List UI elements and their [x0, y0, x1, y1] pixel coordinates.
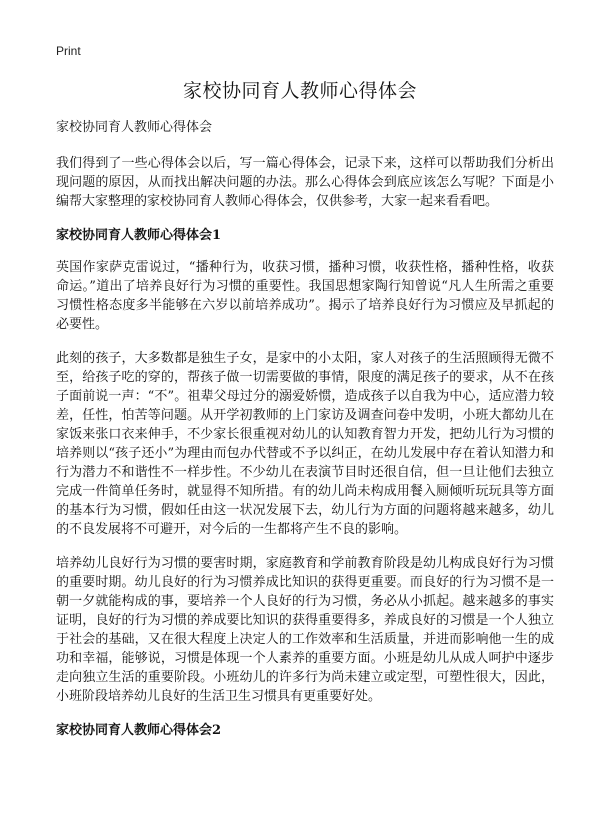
section-heading: 家校协同育人教师心得体会2 [56, 723, 222, 738]
intro-paragraph: 我们得到了一些心得体会以后，写一篇心得体会，记录下来，这样可以帮助我们分析出现问题的原因，从而找出解决问题的办法。那么心得体会到底应该怎么写呢？下面是小编帮大家整理的家校协同育人教师心得体会，仅供参考，大家一起来看看吧。 [56, 156, 554, 209]
document-subtitle: 家校协同育人教师心得体会 [56, 120, 213, 135]
section-heading: 家校协同育人教师心得体会1 [56, 228, 222, 243]
section-paragraph: 培养幼儿良好行为习惯的要害时期，家庭教育和学前教育阶段是幼儿构成良好行为习惯的重要时期。幼儿良好的行为习惯养成比知识的获得更重要。而良好的行为习惯不是一朝一夕就能构成的事，要培养一个人良好的行为习惯，务必从小抓起。越来越多的事实证明，良好的行为习惯的养成要比知识的获得重要得多，养成良好的习惯是一个人独立于社会的基础，又在很大程度上决定人的工作效率和生活质量，并进而影响他一生的成功和幸福，能够说，习惯是体现一个人素养的重要方面。小班是幼儿从成人呵护中逐步走向独立生活的重要阶段。小班幼儿的许多行为尚未建立或定型，可塑性很大，因此，小班阶段培养幼儿良好的生活卫生习惯具有更重要好处。 [56, 556, 554, 704]
section-paragraph: 英国作家萨克雷说过，“播种行为，收获习惯，播种习惯，收获性格，播种性格，收获命运。”道出了培养良好行为习惯的重要性。我国思想家陶行知曾说“凡人生所需之重要习惯性格态度多半能够在六岁以前培养成功”。揭示了培养良好行为习惯应及早抓起的必要性。 [56, 260, 554, 332]
print-link[interactable]: Print [56, 44, 81, 58]
document-title: 家校协同育人教师心得体会 [182, 80, 417, 102]
document-body [56, 118, 554, 753]
section-paragraph: 此刻的孩子，大多数都是独生子女，是家中的小太阳，家人对孩子的生活照顾得无微不至，给孩子吃的穿的，帮孩子做一切需要做的事情，限度的满足孩子的要求，从不在孩子面前说一声：“不”。祖辈父母过分的溺爱娇惯，造成孩子以自我为中心，适应潜力较差，任性，怕苦等问题。从开学初教师的上门家访及调查问卷中发明，小班大都幼儿在家饭来张口衣来伸手，不少家长很重视对幼儿的认知教育智力开发，把幼儿行为习惯的培养则以“孩子还小”为理由而包办代替或不予以纠正，在幼儿发展中存在着认知潜力和行为潜力不和谐性不一样步性。不少幼儿在表演节目时还很自信，但一旦让他们去独立完成一件简单任务时，就显得不知所措。有的幼儿尚未构成用餐入厕倾听玩玩具等方面的基本行为习惯，假如任由这一状况发展下去，幼儿行为方面的问题将越来越多，幼儿的不良发展将不可避开，对今后的一生都将产生不良的影响。 [56, 351, 554, 537]
